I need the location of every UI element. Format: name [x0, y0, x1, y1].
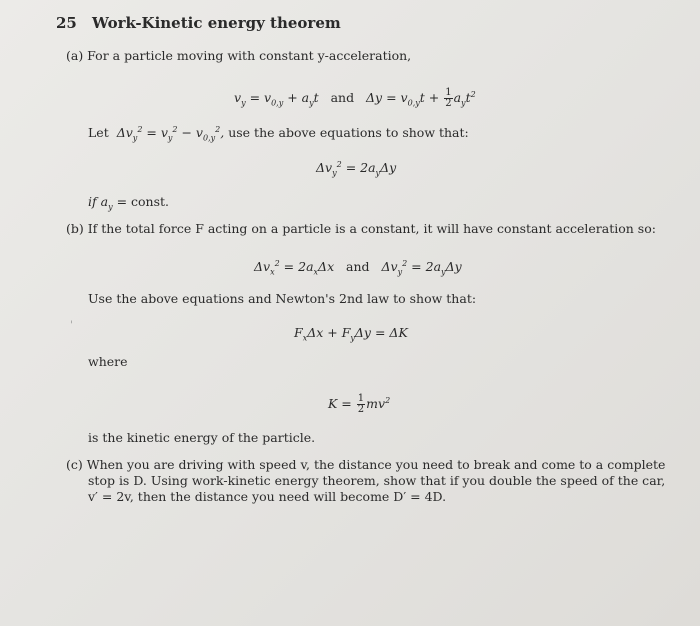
equation-accel-b: $\Delta v_x^2 = 2a_x\Delta x$ and $\Delta v_y^2 = 2a_y\Delta y$: [254, 259, 462, 277]
stray-mark: ': [70, 320, 73, 331]
part-c-line2: stop is D. Using work-kinetic energy theorem, show that if you double the speed of the car,: [88, 473, 666, 488]
part-b-instruction: Use the above equations and Newton's 2nd law to show that:: [88, 291, 477, 306]
equation-velocity-displacement: $v_y = v_{0,y} + a_yt$ and $\Delta y = v_{0,y}t$ + $\frac{1}{2}$ $a_yt^2$: [234, 87, 476, 109]
problem-number: 25: [56, 14, 77, 32]
equation-work: $F_x\Delta x + F_y\Delta y = \Delta K$: [294, 325, 408, 343]
equation-kinetic: K = $\frac{1}{2}$ $mv^2$: [328, 393, 391, 415]
and-word-b: and: [346, 259, 370, 275]
let-word: Let: [88, 125, 109, 141]
equation-result-a: $\Delta v_y^2 = 2a_y\Delta y$: [316, 160, 397, 178]
part-b-intro: (b) If the total force F acting on a particle is a constant, it will have constant acceleration so:: [66, 221, 656, 236]
part-a-instruction: Let $\Delta v_y^2 = v_y^2 - v_{0,y}^2$, use the above equations to show that:: [88, 125, 469, 143]
problem-title: Work-Kinetic energy theorem: [92, 14, 341, 32]
part-c-line3: v′ = 2v, then the distance you need will become D′ = 4D.: [88, 489, 447, 504]
part-a-intro: (a) For a particle moving with constant y-acceleration,: [66, 48, 412, 63]
where-word: where: [88, 354, 128, 369]
and-word: and: [330, 90, 355, 105]
part-c-line1: (c) When you are driving with speed v, the distance you need to break and come to a complete: [66, 457, 666, 472]
kinetic-label: is the kinetic energy of the particle.: [88, 430, 316, 445]
instruction-text: use the above equations to show that:: [228, 125, 469, 141]
condition-text: if $a_y$ = const.: [88, 194, 170, 212]
